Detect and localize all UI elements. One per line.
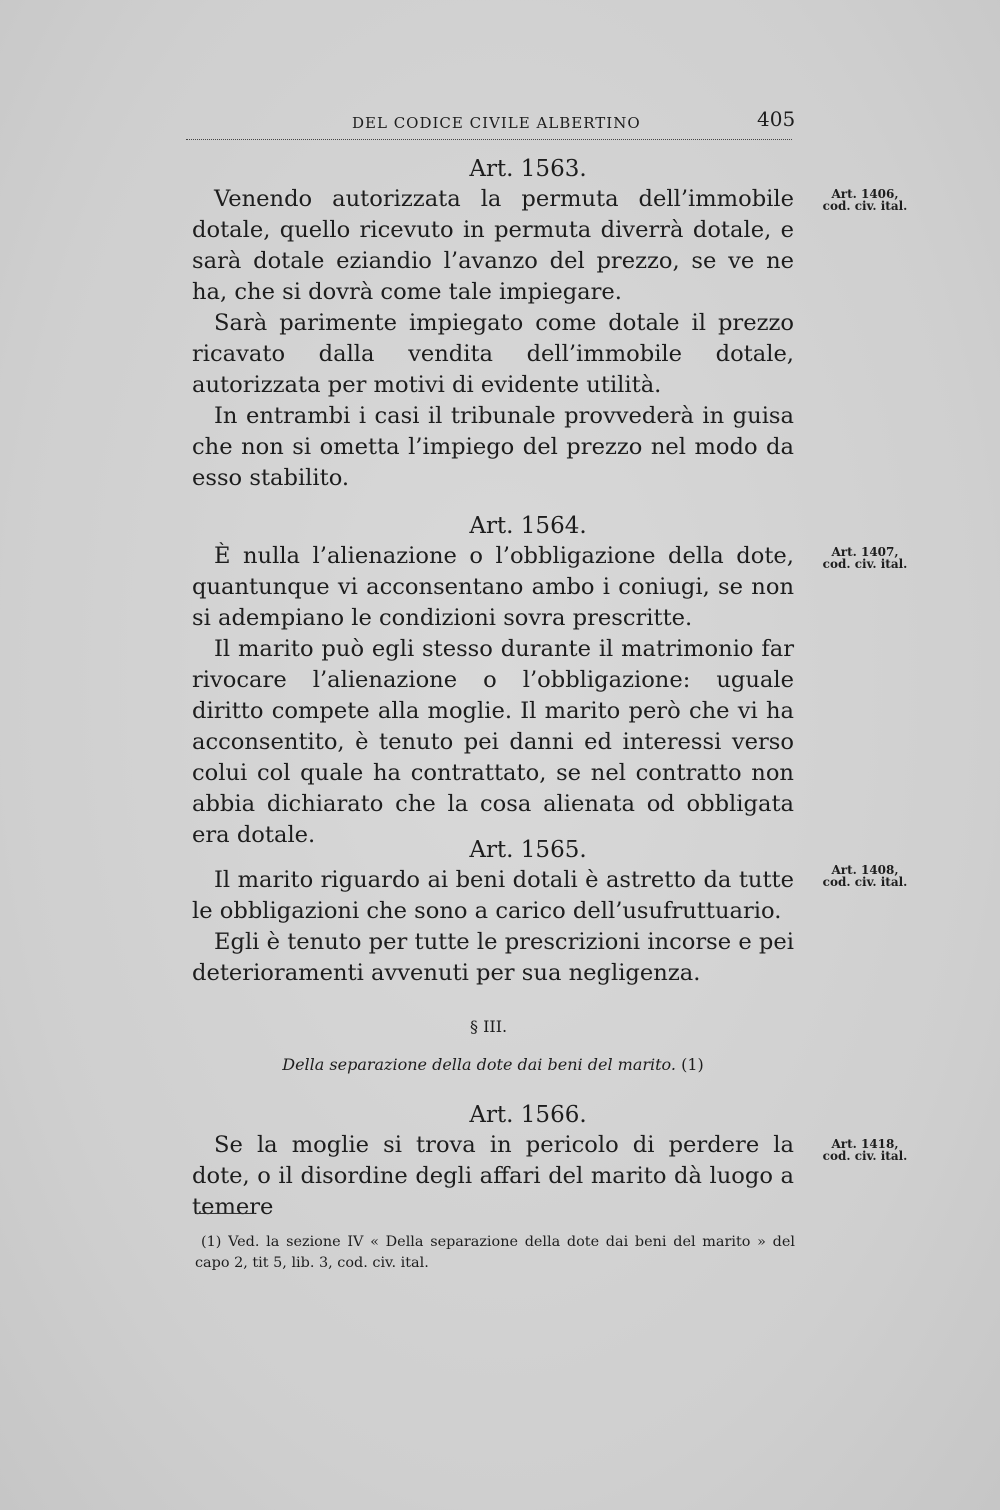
margin-note-line: cod. civ. ital. <box>822 557 908 571</box>
header-rule <box>186 139 792 140</box>
margin-note-line: Art. 1407, <box>831 545 899 559</box>
article-paragraph: Il marito può egli stesso durante il matrimonio far rivocare l’alienazione o l’obbligazione: uguale diritto compete alla moglie. Il marito però che vi ha acconsentito, è tenuto pei danni ed interessi verso colui col quale ha contrattato, se nel contratto non abbia dichiarato che la cosa alienata od obbligata era dotale. <box>192 636 794 848</box>
article-paragraph: È nulla l’alienazione o l’obbligazione della dote, quantunque vi acconsentano ambo i coniugi, se non si adempiano le condizioni sovra prescritte. <box>192 543 794 631</box>
section-heading <box>192 1055 794 1074</box>
footnote-reference: (1) <box>681 1055 704 1074</box>
margin-note-1566 <box>810 1138 920 1162</box>
margin-note-line: Art. 1406, <box>831 187 899 201</box>
margin-note-1564 <box>810 546 920 570</box>
article-1564 <box>192 511 794 851</box>
article-paragraph: Sarà parimente impiegato come dotale il prezzo ricavato dalla vendita dell’immobile dotale, autorizzata per motivi di evidente utilità. <box>192 310 794 398</box>
article-1566 <box>192 1100 794 1223</box>
article-paragraph: Il marito riguardo ai beni dotali è astretto da tutte le obbligazioni che sono a carico dell’usufruttuario. <box>192 867 794 924</box>
margin-note-line: cod. civ. ital. <box>822 199 908 213</box>
margin-note-1563 <box>810 188 920 212</box>
margin-note-line: cod. civ. ital. <box>822 1149 908 1163</box>
section-mark: § III. <box>470 1017 508 1036</box>
article-paragraph: In entrambi i casi il tribunale provvederà in guisa che non si ometta l’impiego del prezzo nel modo da esso stabilito. <box>192 403 794 491</box>
footnote-rule <box>195 1213 255 1214</box>
article-paragraph: Venendo autorizzata la permuta dell’immobile dotale, quello ricevuto in permuta diverrà dotale, e sarà dotale eziandio l’avanzo del prezzo, se ve ne ha, che si dovrà come tale impiegare. <box>192 186 794 305</box>
margin-note-1565 <box>810 864 920 888</box>
section-heading-text: Della separazione della dote dai beni del marito. <box>282 1055 676 1074</box>
page-number: 405 <box>757 107 796 131</box>
article-paragraph: Egli è tenuto per tutte le prescrizioni incorse e pei deterioramenti avvenuti per sua negligenza. <box>192 929 794 986</box>
article-title: Art. 1563. <box>469 156 587 182</box>
article-title: Art. 1564. <box>469 513 587 539</box>
article-title: Art. 1565. <box>469 837 587 863</box>
margin-note-line: Art. 1408, <box>831 863 899 877</box>
running-title: DEL CODICE CIVILE ALBERTINO <box>352 114 641 132</box>
article-1565 <box>192 835 794 989</box>
article-paragraph: Se la moglie si trova in pericolo di perdere la dote, o il disordine degli affari del marito dà luogo a temere <box>192 1132 794 1220</box>
margin-note-line: cod. civ. ital. <box>822 875 908 889</box>
footnote: (1) Ved. la sezione IV « Della separazione della dote dai beni del marito » del capo 2, tit 5, lib. 3, cod. civ. ital. <box>195 1234 795 1271</box>
article-1563 <box>192 154 794 494</box>
margin-note-line: Art. 1418, <box>831 1137 899 1151</box>
article-title: Art. 1566. <box>469 1102 587 1128</box>
